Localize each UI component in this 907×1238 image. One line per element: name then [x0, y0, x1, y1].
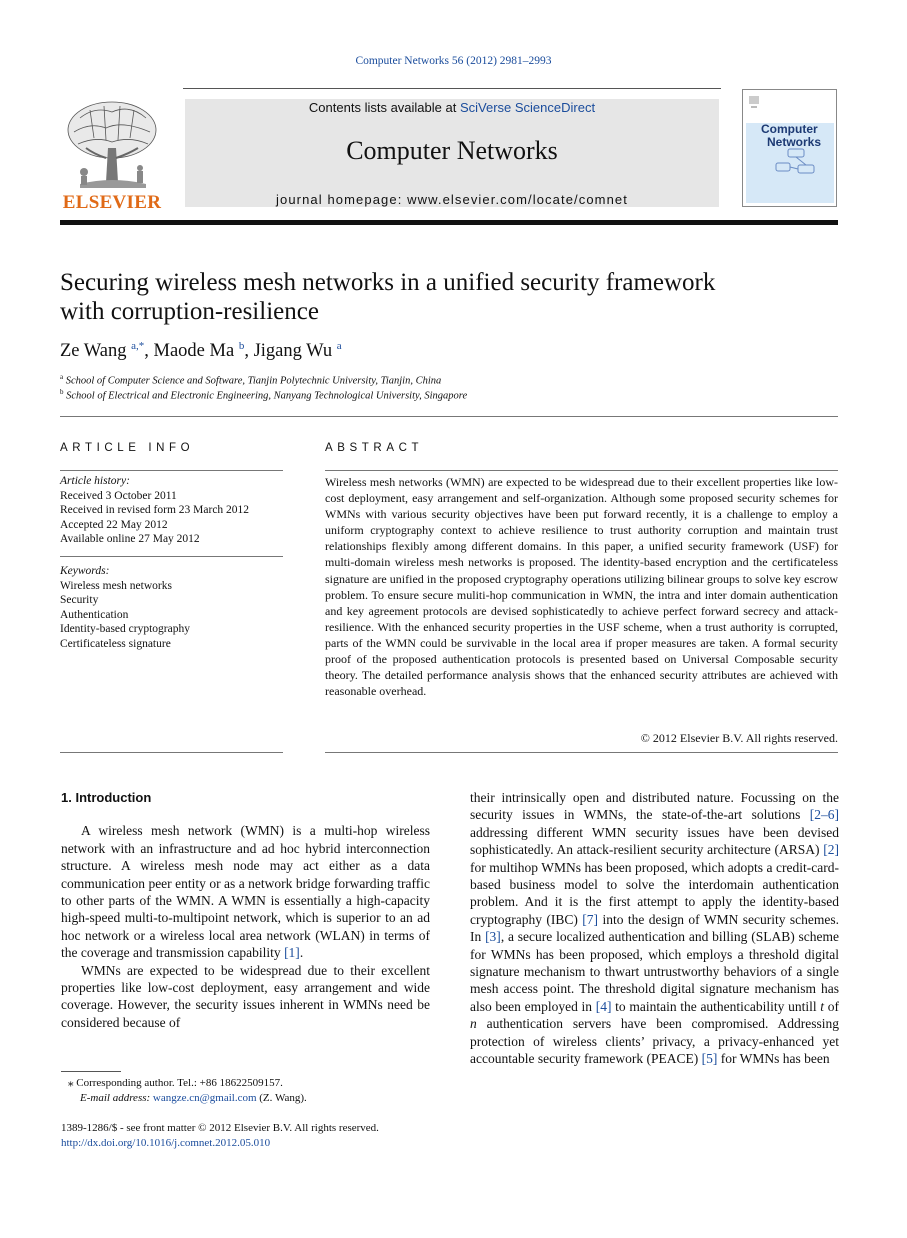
cover-title	[761, 123, 821, 149]
keyword: Certificateless signature	[60, 637, 171, 650]
corresponding-author-note: ⁎ Corresponding author. Tel.: +86 18622509157.	[68, 1077, 283, 1089]
elsevier-wordmark: ELSEVIER	[62, 192, 162, 213]
affiliation-text: School of Electrical and Electronic Engineering, Nanyang Technological University, Singapore	[66, 390, 468, 402]
email-label: E-mail address:	[80, 1092, 153, 1104]
paragraph	[470, 789, 839, 1068]
header-divider	[60, 416, 838, 417]
journal-cover-thumbnail[interactable]	[742, 89, 837, 207]
math-variable: t	[820, 998, 825, 1014]
citation-link[interactable]: [7]	[582, 911, 599, 927]
abstract-heading: ABSTRACT	[325, 442, 424, 454]
paragraph-text: addressing different WMN security issues have been devised sophisticatedly. An attack-resilient security architecture (ARSA)	[470, 824, 839, 858]
paragraph-text: WMNs are expected to be widespread due to their excellent properties like low-cost deployment, easy arrangement and wide coverage. However, the security issues inherent in WMNs need be considered because of	[61, 962, 430, 1030]
author-name: Ze Wang	[60, 341, 127, 362]
keyword: Authentication	[60, 608, 129, 621]
article-title-line1: Securing wireless mesh networks in a unified security framework	[60, 269, 716, 296]
math-variable: n	[470, 1016, 477, 1032]
paragraph-text: A wireless mesh network (WMN) is a multi-hop wireless network with an infrastructure and ad hoc hybrid interconnection structure. A wireless mesh node may act either as a data communication peer entity or as a network bridge forwarding traffic to other parts of the WMN. A WMN is essentially a high-capacity high-speed multi-to-multipoint network, which is superior to an ad hoc network or a wireless local area network (WLAN) in terms of the coverage and transmission capability	[61, 823, 430, 961]
author-list: Ze Wang $^{a,*}$, Maode Ma $^b$, Jigang Wu $^a$	[60, 340, 342, 362]
citation-link[interactable]: [5]	[701, 1051, 718, 1067]
doi-link[interactable]: http://dx.doi.org/10.1016/j.comnet.2012.05.010	[61, 1137, 271, 1149]
author-name: Jigang Wu	[253, 341, 333, 362]
article-history	[60, 474, 283, 547]
history-item: Received in revised form 23 March 2012	[60, 504, 250, 516]
cover-title-line2: Networks	[767, 135, 822, 149]
divider	[325, 470, 838, 471]
paragraph-text: into the design of WMN security schemes. In	[470, 911, 839, 945]
citation-link[interactable]: [2]	[823, 842, 839, 858]
history-item: Accepted 22 May 2012	[60, 518, 168, 531]
divider	[60, 752, 283, 753]
article-title	[60, 268, 820, 326]
affiliation-text: School of Computer Science and Software, Tianjin Polytechnic University, Tianjin, China	[65, 375, 442, 387]
paragraph-text: .	[299, 945, 304, 961]
keyword: Wireless mesh networks	[60, 579, 172, 592]
sciencedirect-link[interactable]: SciVerse ScienceDirect	[459, 100, 596, 115]
keywords-label: Keywords:	[60, 565, 110, 577]
paragraph-text: for WMNs has been	[717, 1051, 830, 1067]
article-title-line2: with corruption-resilience	[60, 298, 319, 325]
history-label: Article history:	[60, 475, 130, 487]
citation-link[interactable]: [4]	[595, 998, 612, 1014]
paragraph	[61, 822, 430, 961]
affiliation-a	[60, 373, 441, 387]
citation-link[interactable]: [3]	[485, 929, 501, 945]
paragraph-text: their intrinsically open and distributed nature. Focussing on the security issues in WMNs, the state-of-the-art solutions	[470, 790, 839, 823]
affiliation-mark: b	[60, 388, 64, 396]
cover-header-art	[743, 90, 836, 122]
keyword: Identity-based cryptography	[60, 623, 190, 635]
footnote-rule	[61, 1071, 121, 1072]
contents-line	[185, 100, 719, 115]
history-item: Available online 27 May 2012	[60, 533, 200, 545]
copyright-notice: © 2012 Elsevier B.V. All rights reserved.	[640, 731, 838, 745]
paragraph-text: for multihop WMNs has been proposed, which adopts a credit-card-based business model to solve the interdomain authentication problem. And it is the first attempt to apply the identity-based cryptography (IBC)	[470, 859, 839, 927]
citation-link[interactable]: [1]	[284, 945, 300, 961]
affiliation-mark: a	[60, 373, 64, 381]
divider	[325, 752, 838, 753]
history-item: Received 3 October 2011	[60, 489, 177, 502]
masthead-top-rule	[183, 88, 721, 89]
keyword: Security	[60, 594, 99, 606]
email-link[interactable]: wangze.cn@gmail.com	[152, 1092, 257, 1104]
running-head[interactable]: Computer Networks 56 (2012) 2981–2993	[355, 55, 552, 67]
email-note	[80, 1091, 307, 1106]
paragraph-text: , a secure localized authentication and billing (SLAB) scheme for WMNs has been proposed, which employs a threshold digital signature mechanism to thwart untrustworthy behaviors of a single mesh access point. The threshold digital signature mechanism has also been employed in	[470, 929, 840, 1014]
paragraph	[61, 962, 430, 1032]
cover-title-line1: Computer	[761, 122, 818, 136]
paragraph-text: of	[824, 998, 839, 1014]
divider	[60, 556, 283, 557]
author-affil-mark[interactable]: a,*	[131, 340, 145, 352]
body-column-left	[61, 789, 430, 1031]
author-affil-mark[interactable]: a	[336, 340, 342, 352]
issn-line: 1389-1286/$ - see front matter © 2012 Elsevier B.V. All rights reserved.	[61, 1122, 379, 1134]
paragraph-text: to maintain the authenticability untill	[611, 998, 821, 1014]
paragraph-text: authentication servers have been compromised. Addressing protection of wireless clients’ privacy, a privacy-enhanced yet accountable security framework (PEACE)	[470, 1016, 839, 1067]
email-suffix: (Z. Wang).	[256, 1092, 307, 1104]
author-name: Maode Ma	[153, 341, 235, 362]
citation-link[interactable]: [2–6]	[809, 807, 839, 823]
journal-title: Computer Networks	[346, 136, 558, 165]
journal-homepage[interactable]: journal homepage: www.elsevier.com/locate/comnet	[276, 192, 628, 207]
contents-prefix: Contents lists available at	[308, 100, 460, 115]
divider	[60, 470, 283, 471]
section-heading: 1. Introduction	[61, 790, 152, 805]
body-column-right	[470, 789, 839, 1068]
article-info-heading: ARTICLE INFO	[60, 442, 195, 454]
abstract-text: Wireless mesh networks (WMN) are expected to be widespread due to their excellent properties like low-cost deployment, easy arrangement and self-organization. Although some proposed security schemes for WMNs with various security objectives have been put forward recently, it is a challenge to employ a uniform cryptography context to achieve resilience to trust authority corruption and maintain trust relationships flexibly among different domains. In this paper, a unified security framework (USF) for multi-domain wireless mesh networks is proposed. The identity-based encryption and the certificateless signature are unified in the proposed cryptography operations utilizing bilinear groups to solve key escrow problem. To ensure secure muliti-hop communication in WMN, the intra and inter domain authentication and key agreement protocols are devised sophisticatedly to achieve perfect forward secrecy and attack-resilience. With the enhanced security properties in the USF scheme, when a trust authority is corrupted, parts of the WMN could be survivable in the local area if proper measures are taken. A formal security proof of the proposed authentication protocols is presented based on Universal Composable security theory. The detailed performance analysis shows that the enhanced security attributes are achieved with reasonable overhead.	[325, 475, 838, 699]
keywords	[60, 564, 283, 651]
author-affil-mark[interactable]: b	[238, 340, 245, 352]
masthead-bottom-rule	[60, 220, 838, 225]
affiliation-b	[60, 388, 467, 402]
